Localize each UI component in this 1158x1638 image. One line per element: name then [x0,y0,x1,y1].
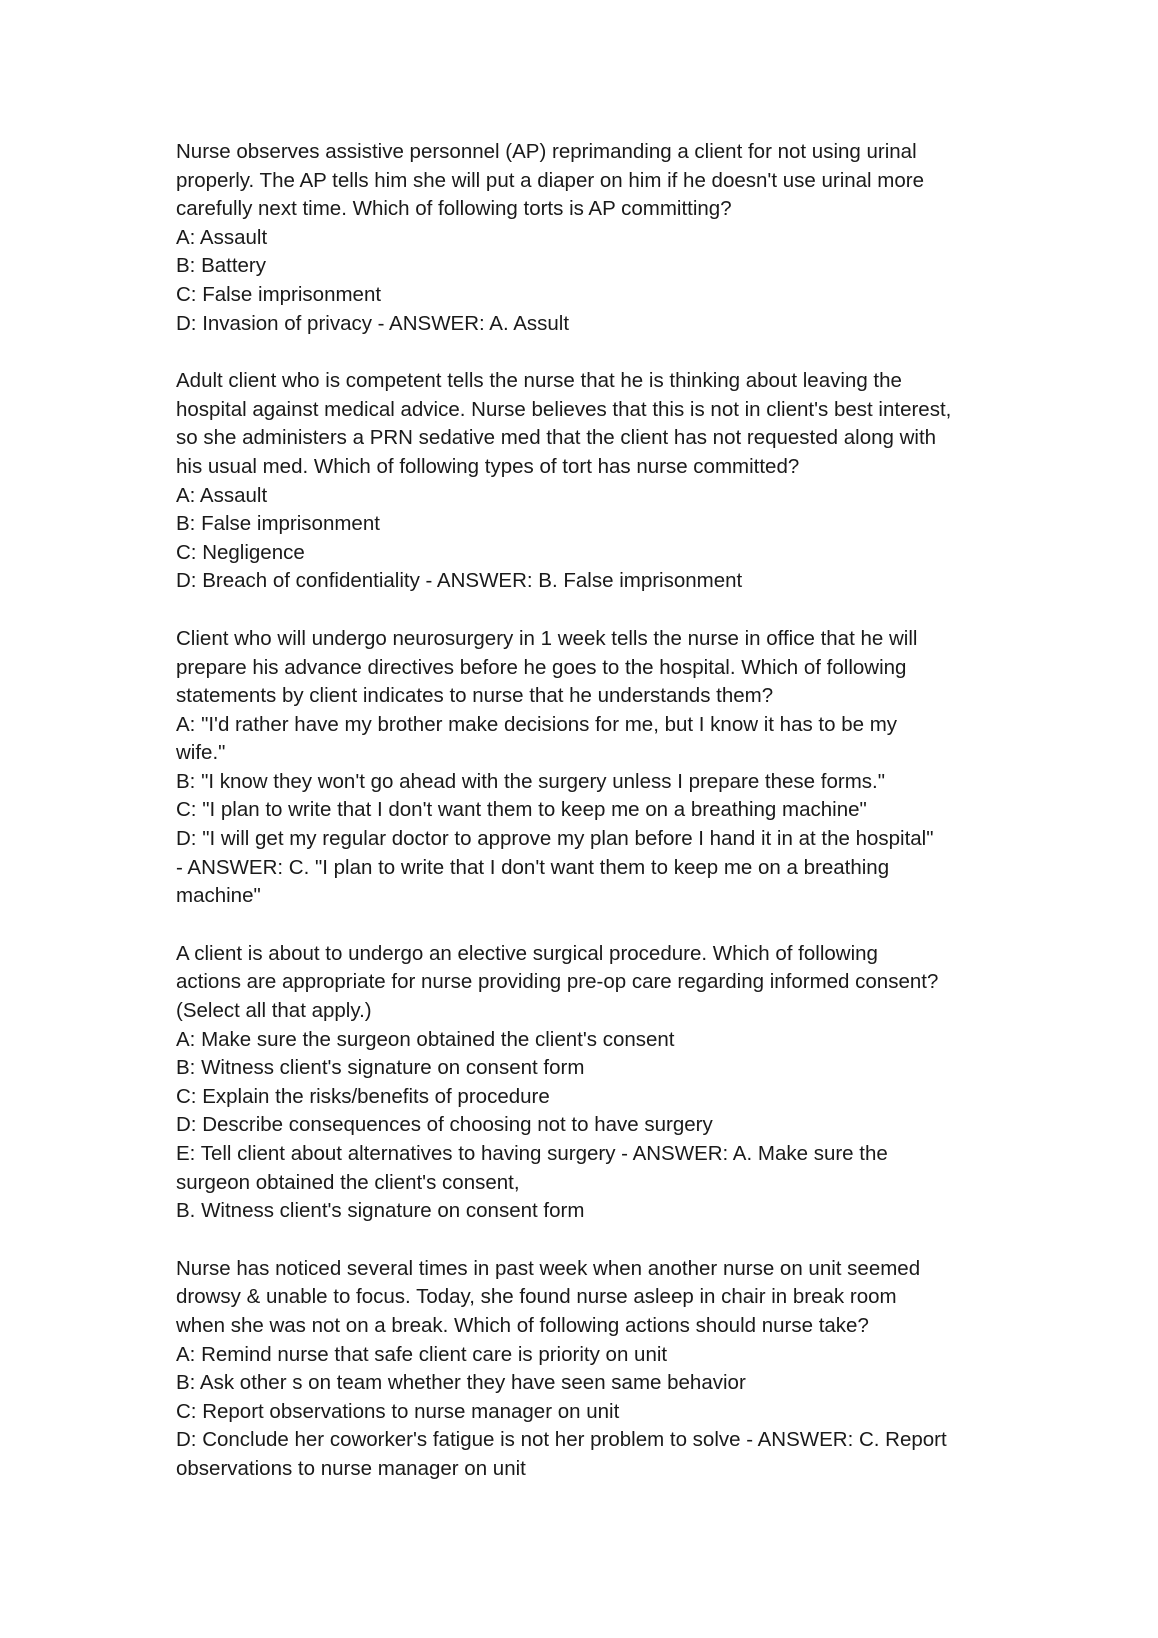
answer-option: D: Describe consequences of choosing not to have surgery [176,1113,713,1137]
question-text-line: properly. The AP tells him she will put a diaper on him if he doesn't use urinal more [176,168,924,192]
answer-option-with-answer: D: Conclude her coworker's fatigue is not her problem to solve - ANSWER: C. Report [176,1428,947,1452]
answer-option: A: Assault [176,225,268,249]
answer-option: B: False imprisonment [176,512,380,536]
question-text-line: A client is about to undergo an elective surgical procedure. Which of following [176,941,878,965]
answer-option: C: Explain the risks/benefits of procedure [176,1084,550,1108]
question-text-line: (Select all that apply.) [176,999,372,1023]
question-text-line: actions are appropriate for nurse providing pre-op care regarding informed consent? [176,970,939,994]
answer-text: machine" [176,884,261,908]
answer-option-with-answer: D: Breach of confidentiality - ANSWER: B. False imprisonment [176,569,743,593]
question-block-3 [176,625,1006,911]
question-text-line: Nurse has noticed several times in past week when another nurse on unit seemed [176,1256,921,1280]
question-text-line: hospital against medical advice. Nurse believes that this is not in client's best interest, [176,397,952,421]
question-text-line: when she was not on a break. Which of following actions should nurse take? [176,1313,869,1337]
question-text-line: his usual med. Which of following types of tort has nurse committed? [176,454,800,478]
question-text-line: so she administers a PRN sedative med that the client has not requested along with [176,426,937,450]
question-text-line: carefully next time. Which of following torts is AP committing? [176,197,732,221]
question-text-line: drowsy & unable to focus. Today, she found nurse asleep in chair in break room [176,1285,897,1309]
answer-option: D: "I will get my regular doctor to approve my plan before I hand it in at the hospital" [176,827,934,851]
answer-option: B: "I know they won't go ahead with the surgery unless I prepare these forms." [176,769,886,793]
answer-option-with-answer: D: Invasion of privacy - ANSWER: A. Assult [176,311,570,335]
answer-option: A: Make sure the surgeon obtained the client's consent [176,1027,675,1051]
answer-text: B. Witness client's signature on consent form [176,1199,585,1223]
answer-option: C: Negligence [176,540,305,564]
answer-option: A: Remind nurse that safe client care is priority on unit [176,1342,668,1366]
answer-text: - ANSWER: C. "I plan to write that I don't want them to keep me on a breathing [176,855,890,879]
answer-option: B: Ask other s on team whether they have seen same behavior [176,1371,746,1395]
answer-option-with-answer: E: Tell client about alternatives to having surgery - ANSWER: A. Make sure the [176,1142,888,1165]
answer-option: B: Battery [176,254,267,278]
answer-option: A: "I'd rather have my brother make decisions for me, but I know it has to be my [176,712,898,736]
question-text-line: Adult client who is competent tells the nurse that he is thinking about leaving the [176,369,902,393]
question-block-1 [176,138,1006,338]
answer-option: B: Witness client's signature on consent form [176,1056,585,1080]
question-text-line: Client who will undergo neurosurgery in 1 week tells the nurse in office that he will [176,626,918,650]
question-block-4 [176,940,1006,1226]
question-block-5 [176,1255,1006,1484]
answer-option: C: "I plan to write that I don't want them to keep me on a breathing machine" [176,798,867,822]
question-block-2 [176,367,1006,596]
answer-option: wife." [176,741,226,765]
answer-text: surgeon obtained the client's consent, [176,1170,520,1194]
answer-text: observations to nurse manager on unit [176,1456,526,1480]
question-text-line: Nurse observes assistive personnel (AP) reprimanding a client for not using urinal [176,140,917,163]
answer-option: A: Assault [176,483,268,507]
question-text-line: prepare his advance directives before he goes to the hospital. Which of following [176,655,907,679]
answer-option: C: False imprisonment [176,282,382,306]
document-page [176,138,1006,1513]
question-text-line: statements by client indicates to nurse that he understands them? [176,684,774,708]
answer-option: C: Report observations to nurse manager on unit [176,1399,620,1423]
